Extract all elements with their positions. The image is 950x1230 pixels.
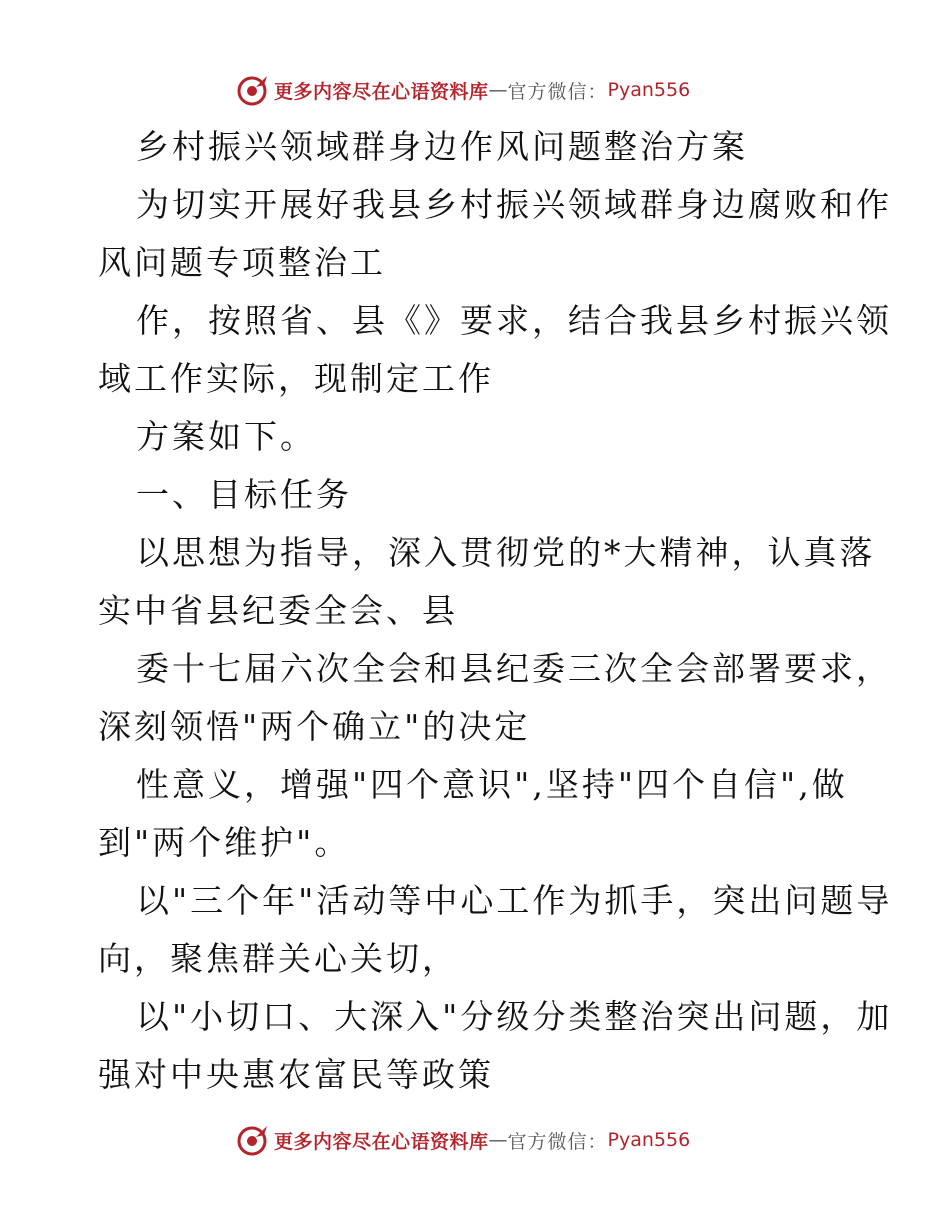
- paragraph-line: 以"小切口、大深入"分级分类整治突出问题，加: [136, 997, 893, 1036]
- watermark-wechat-id: Pyan556: [607, 1129, 691, 1151]
- watermark-separator: —: [488, 79, 508, 101]
- watermark-wechat-label: 官方微信：: [507, 1130, 608, 1153]
- quill-logo-icon: [236, 73, 270, 107]
- watermark-promo-text: 更多内容尽在心语资料库: [274, 80, 489, 103]
- header-watermark: [236, 72, 756, 108]
- paragraph-line: 域工作实际，现制定工作: [98, 359, 494, 398]
- watermark-promo-text: 更多内容尽在心语资料库: [274, 1130, 489, 1153]
- section-heading: 一、目标任务: [136, 475, 352, 514]
- paragraph-line: 到"两个维护"。: [98, 823, 351, 862]
- document-body: [98, 118, 893, 1104]
- paragraph-line: 以思想为指导，深入贯彻党的*大精神，认真落: [136, 533, 876, 572]
- paragraph-line: 以"三个年"活动等中心工作为抓手，突出问题导: [136, 881, 893, 920]
- paragraph-line: 作，按照省、县《》要求，结合我县乡村振兴领: [136, 301, 892, 340]
- document-title: 乡村振兴领域群身边作风问题整治方案: [136, 127, 748, 166]
- watermark-separator: —: [488, 1129, 508, 1151]
- paragraph-line: 向，聚焦群关心关切，: [98, 939, 458, 978]
- paragraph-line: 风问题专项整治工: [98, 243, 386, 282]
- paragraph-line: 实中省县纪委全会、县: [98, 591, 458, 630]
- paragraph-line: 性意义，增强"四个意识",坚持"四个自信",做: [136, 765, 848, 804]
- paragraph-line: 为切实开展好我县乡村振兴领域群身边腐败和作: [136, 185, 892, 224]
- footer-watermark: [236, 1122, 756, 1158]
- paragraph-line: 深刻领悟"两个确立"的决定: [98, 707, 531, 746]
- watermark-wechat-label: 官方微信：: [507, 80, 608, 103]
- paragraph-line: 方案如下。: [136, 417, 316, 456]
- paragraph-line: 委十七届六次全会和县纪委三次全会部署要求，: [136, 649, 892, 688]
- watermark-wechat-id: Pyan556: [607, 79, 691, 101]
- paragraph-line: 强对中央惠农富民等政策: [98, 1055, 494, 1094]
- quill-logo-icon: [236, 1123, 270, 1157]
